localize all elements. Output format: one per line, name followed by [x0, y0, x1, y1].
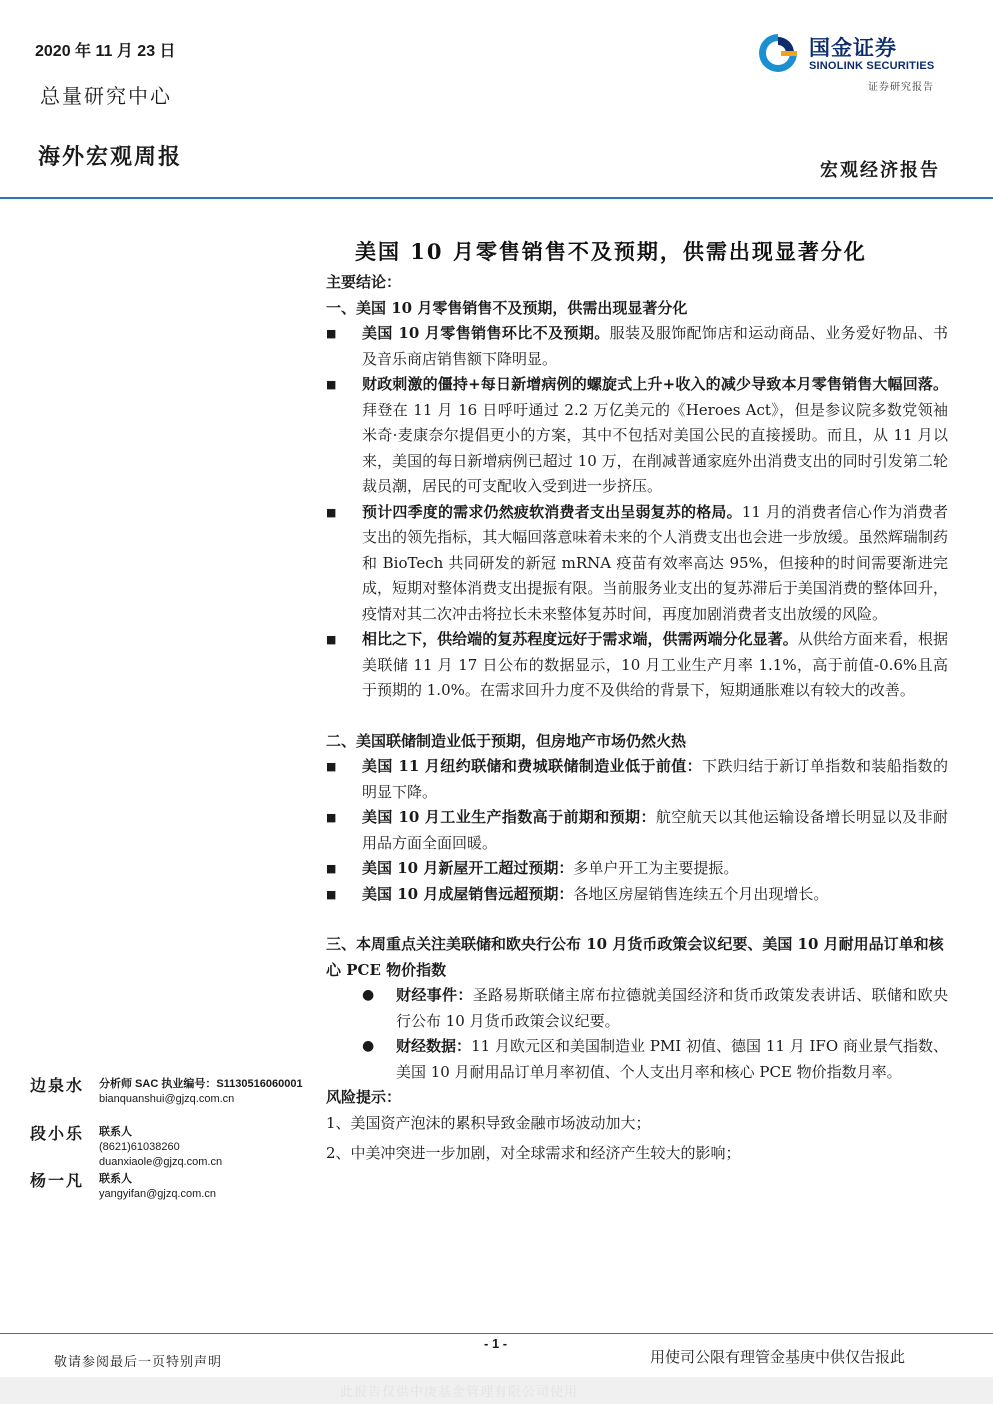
square-bullet-icon: ■ — [326, 505, 337, 519]
bullet-lead: 财政刺激的僵持+每日新增病例的螺旋式上升+收入的减少导致本月零售销售大幅回落。 — [362, 375, 948, 393]
list-item — [326, 805, 948, 856]
list-item — [326, 500, 948, 628]
bullet-lead: 预计四季度的需求仍然疲软消费者支出呈弱复苏的格局。 — [362, 502, 742, 521]
analyst-role: 联系人 — [99, 1173, 132, 1185]
bullet-lead: 美国 11 月纽约联储和费城联储制造业低于前值： — [362, 757, 703, 775]
square-bullet-icon: ■ — [326, 887, 337, 901]
bullet-text: 航空航天以其他运输设备增长明显以及非耐用品方面全面回暖。 — [362, 808, 948, 852]
list-item — [326, 882, 948, 908]
header-rule — [0, 197, 993, 199]
watermark-text: 此报告仅供中庚基金管理有限公司使用 — [340, 1385, 579, 1400]
page-number: - 1 - — [484, 1336, 508, 1351]
risk-heading: 风险提示： — [326, 1088, 402, 1106]
analyst-name: 边泉水 — [30, 1076, 85, 1095]
bullet-text: 各地区房屋销售连续五个月出现增长。 — [573, 884, 829, 903]
risk-item: 1、美国资产泡沫的累积导致金融市场波动加大； — [326, 1113, 651, 1132]
square-bullet-icon: ■ — [326, 811, 337, 824]
list-item — [326, 321, 948, 372]
risk-item: 2、中美冲突进一步加剧，对全球需求和经济产生较大的影响； — [326, 1144, 741, 1162]
round-bullet-icon: ● — [362, 1038, 375, 1054]
analyst-email[interactable]: bianquanshui@gjzq.com.cn — [99, 1093, 235, 1105]
bullet-text: 从供给方面来看，根据美联储 11 月 17 日公布的数据显示，10 月工业生产月率 1.1%，高于前值-0.6%且高于预期的 1.0%。在需求回升力度不及供给的背景下，短期通胀难以有较大的改善。 — [362, 630, 948, 699]
report-date: 2020 年 11 月 23 日 — [35, 43, 176, 60]
analyst-email[interactable]: duanxiaole@gjzq.com.cn — [99, 1156, 223, 1168]
sinolink-logo — [757, 30, 947, 78]
logo-english-text: SINOLINK SECURITIES — [809, 60, 935, 72]
bullet-text: 多单户开工为主要提振。 — [573, 859, 739, 877]
bullet-lead: 美国 10 月零售销售环比不及预期。 — [362, 324, 610, 342]
list-item — [326, 754, 948, 805]
analyst-role: 联系人 — [99, 1126, 132, 1138]
bullet-text: 下跌归结于新订单指数和装船指数的明显下降。 — [362, 757, 948, 801]
logo-subtitle: 证券研究报告 — [868, 82, 934, 93]
bullet-text: 圣路易斯联储主席布拉德就美国经济和货币政策发表讲话、联储和欧央行公布 10 月货币政策会议纪要。 — [396, 986, 948, 1030]
report-body — [326, 270, 948, 1167]
bullet-lead: 美国 10 月成屋销售远超预期： — [362, 884, 574, 903]
footer-usage-note: 用使司公限有理管金基庚中供仅告报此 — [650, 1348, 906, 1366]
bullet-text: 服装及服饰配饰店和运动商品、业务爱好物品、书及音乐商店销售额下降明显。 — [362, 324, 948, 368]
square-bullet-icon: ■ — [326, 378, 337, 391]
list-item — [326, 627, 948, 704]
round-bullet-icon: ● — [362, 987, 375, 1003]
bullet-text: 11 月欧元区和美国制造业 PMI 初值、德国 11 月 IFO 商业景气指数、美国 10 月耐用品订单月率初值、个人支出月率和核心 PCE 物价指数月率。 — [396, 1037, 948, 1081]
bullet-text: 拜登在 11 月 16 日呼吁通过 2.2 万亿美元的《Heroes Act》，但是参议院多数党领袖米奇·麦康奈尔提倡更小的方案，其中不包括对美国公民的直接援助。而且，从 11 月以来，美国的每日新增病例已超过 10 万，在削减普通家庭外出消费支出的同时引发第二轮裁员潮，居民的可支配收入受到进一步挤压。 — [362, 400, 948, 495]
list-item — [326, 372, 948, 500]
analyst-name: 杨一凡 — [30, 1171, 85, 1190]
bullet-lead: 财经事件： — [396, 986, 473, 1004]
bullet-lead: 相比之下，供给端的复苏程度远好于需求端，供需两端分化显著。 — [362, 630, 798, 648]
report-series: 海外宏观周报 — [38, 144, 183, 170]
sinolink-logo-icon — [757, 32, 799, 74]
list-item — [326, 1034, 948, 1085]
report-type: 宏观经济报告 — [820, 160, 940, 181]
list-item — [326, 983, 948, 1034]
conclusion-label: 主要结论： — [326, 273, 402, 291]
bullet-text: 11 月的消费者信心作为消费者支出的领先指标，其大幅回落意味着未来的个人消费支出也会进一步放缓。虽然辉瑞制药和 BioTech 共同研发的新冠 mRNA 疫苗有效率高达 95%，但接种的时间需要渐进完成，短期对整体消费支出提振有限。当前服务业支出的复苏滞后于美国消费的整体回升，疫情对其二次冲击将拉长未来整体复苏时间，再度加剧消费者支出放缓的风险。 — [362, 502, 948, 623]
section-heading: 一、美国 10 月零售销售不及预期，供需出现显著分化 — [326, 298, 688, 317]
section-heading: 三、本周重点关注美联储和欧央行公布 10 月货币政策会议纪要、美国 10 月耐用品订单和核心 PCE 物价指数 — [326, 935, 944, 979]
analyst-email[interactable]: yangyifan@gjzq.com.cn — [99, 1188, 216, 1200]
bullet-lead: 财经数据： — [396, 1037, 472, 1055]
square-bullet-icon: ■ — [326, 760, 337, 773]
square-bullet-icon: ■ — [326, 327, 337, 340]
logo-chinese-text: 国金证券 — [809, 36, 897, 60]
analyst-role: 分析师 SAC 执业编号：S1130516060001 — [99, 1078, 303, 1090]
section-heading: 二、美国联储制造业低于预期，但房地产市场仍然火热 — [326, 731, 687, 750]
list-item — [326, 856, 948, 882]
department-name: 总量研究中心 — [40, 84, 172, 108]
analyst-phone: (8621)61038260 — [99, 1141, 180, 1153]
report-title: 美国 10 月零售销售不及预期，供需出现显著分化 — [355, 239, 867, 264]
analyst-name: 段小乐 — [30, 1124, 85, 1143]
bullet-lead: 美国 10 月新屋开工超过预期： — [362, 859, 574, 877]
bullet-lead: 美国 10 月工业生产指数高于前期和预期： — [362, 808, 656, 826]
footer-disclaimer: 敬请参阅最后一页特别声明 — [54, 1355, 223, 1370]
square-bullet-icon: ■ — [326, 633, 337, 646]
square-bullet-icon: ■ — [326, 862, 337, 875]
footer-rule — [0, 1333, 993, 1334]
